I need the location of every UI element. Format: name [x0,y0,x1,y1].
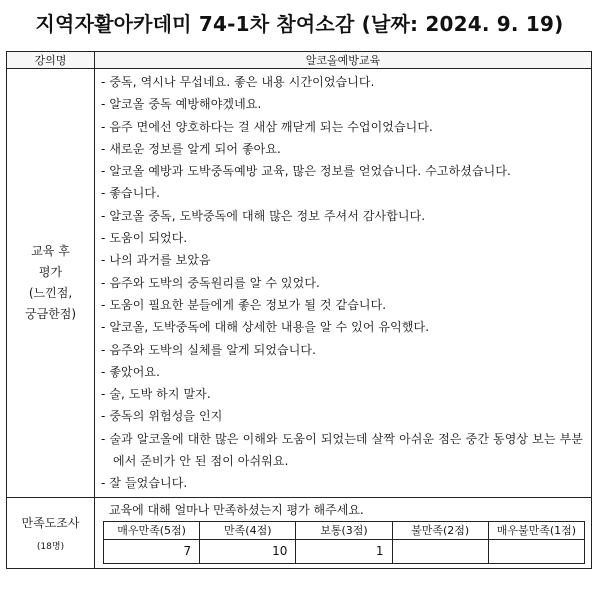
satisfaction-label-cell [7,497,95,568]
comment-item: - 알코올 중독 예방해야겠네요. [101,93,583,115]
document-title: 지역자활아카데미 74-1차 참여소감 (날짜: 2024. 9. 19) [35,12,564,36]
rating-header: 매우만족(5점) [104,521,200,539]
evaluation-label-line: (느낀점, [28,285,73,300]
comment-item: - 잘 들었습니다. [101,472,583,494]
course-name: 알코올예방교육 [95,52,592,69]
comment-item: - 음주와 도박의 중독원리를 알 수 있었다. [101,272,583,294]
rating-header: 불만족(2점) [392,521,488,539]
rating-header: 보통(3점) [296,521,392,539]
course-label-header: 강의명 [7,52,95,69]
header-row [7,52,592,69]
rating-count: 1 [296,539,392,563]
comment-item: - 나의 과거를 보았음 [101,249,583,271]
comment-item: - 도움이 되었다. [101,227,583,249]
satisfaction-cell [95,497,592,568]
comment-item: - 알코올 중독, 도박중독에 대해 많은 정보 주셔서 감사합니다. [101,205,583,227]
comment-item: - 좋습니다. [101,182,583,204]
rating-count [488,539,584,563]
comment-list [101,71,583,495]
comment-item: - 도움이 필요한 분들에게 좋은 정보가 될 것 같습니다. [101,294,583,316]
comment-item: - 술, 도박 하지 말자. [101,383,583,405]
evaluation-row [7,69,592,498]
satisfaction-row [7,497,592,568]
respondent-count: (18명) [36,541,65,552]
comment-item: - 중독의 위험성을 인지 [101,405,583,427]
rating-count [392,539,488,563]
comment-item: - 음주 면에선 양호하다는 걸 새삼 깨닫게 되는 수업이었습니다. [101,116,583,138]
rating-header: 매우불만족(1점) [488,521,584,539]
comment-item: - 좋았어요. [101,361,583,383]
evaluation-label-line: 평가 [38,264,63,279]
comment-item: - 술과 알코올에 대한 많은 이해와 도움이 되었는데 살짝 아쉬운 점은 중간 동영상 보는 부분에서 준비가 안 된 점이 아쉬워요. [101,428,583,473]
comment-item: - 중독, 역시나 무섭네요. 좋은 내용 시간이었습니다. [101,71,583,93]
evaluation-label-line: 교육 후 [31,243,70,258]
satisfaction-header-row [104,521,585,539]
comment-item: - 음주와 도박의 실체를 알게 되었습니다. [101,339,583,361]
comment-item: - 알코올 예방과 도박중독예방 교육, 많은 정보를 얻었습니다. 수고하셨습니다. [101,160,583,182]
satisfaction-table [103,521,585,564]
rating-count: 10 [200,539,296,563]
evaluation-label-line: 궁금한점) [24,306,77,321]
rating-header: 만족(4점) [200,521,296,539]
satisfaction-values-row [104,539,585,563]
evaluation-label [7,69,95,498]
satisfaction-question: 교육에 대해 얼마나 만족하셨는지 평가 해주세요. [109,502,364,517]
comment-item: - 새로운 정보를 알게 되어 좋아요. [101,138,583,160]
rating-count: 7 [104,539,200,563]
comments-cell [95,69,592,498]
comment-item: - 알코올, 도박중독에 대해 상세한 내용을 알 수 있어 유익했다. [101,316,583,338]
evaluation-table [6,51,592,569]
satisfaction-label: 만족도조사 [21,515,80,530]
